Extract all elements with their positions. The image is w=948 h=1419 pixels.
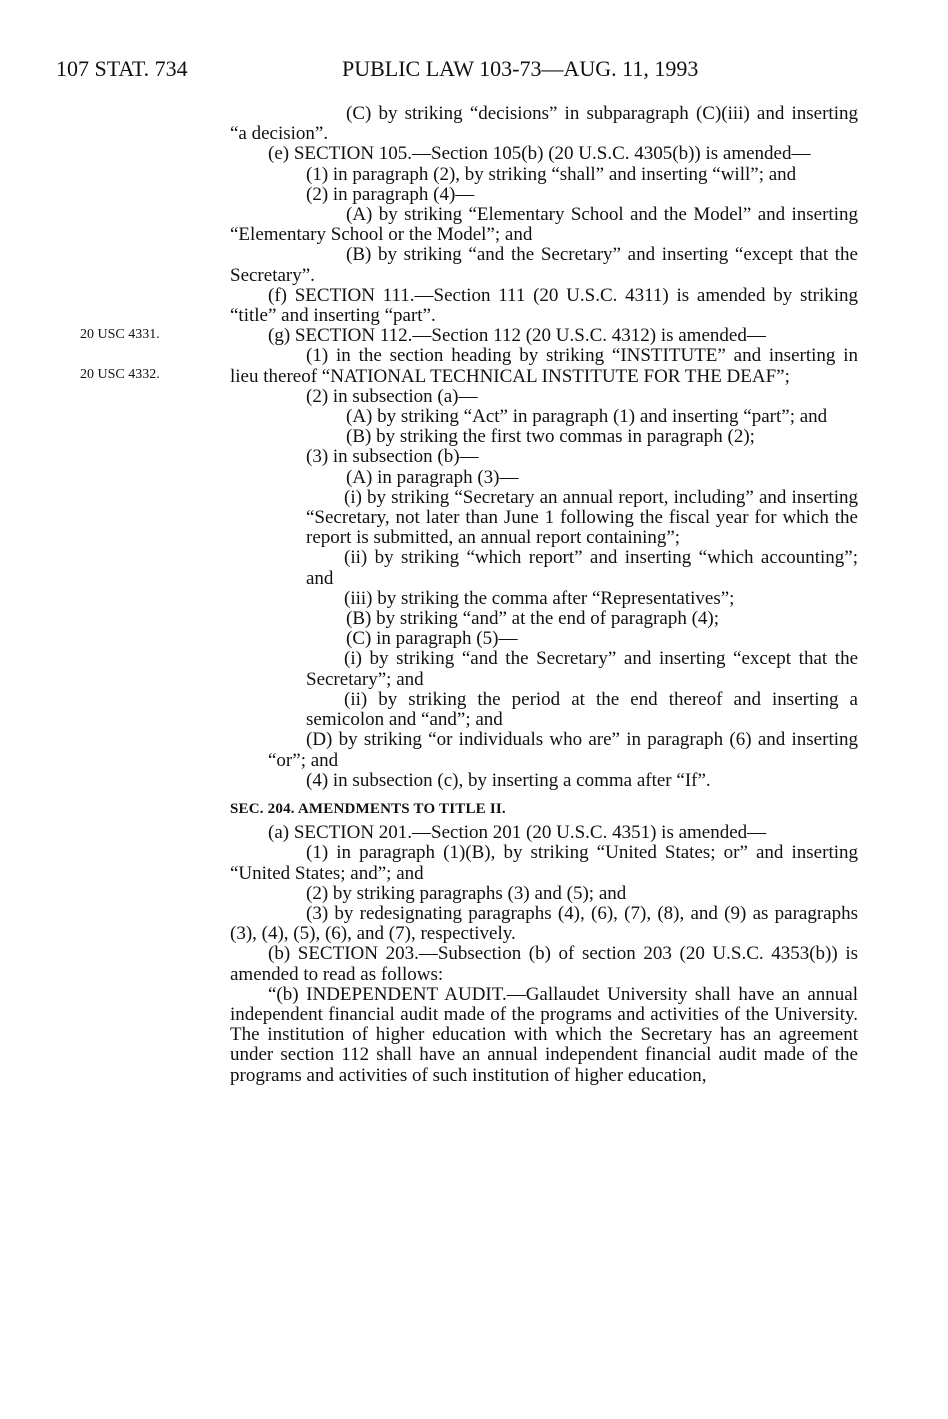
section-heading: SEC. 204. AMENDMENTS TO TITLE II.	[230, 800, 506, 817]
margin-note-4331: 20 USC 4331.	[80, 327, 160, 342]
paragraph: (C) by striking “decisions” in subparagraph (C)(iii) and inserting “a decision”.	[230, 103, 858, 145]
paragraph: (2) in subsection (a)—	[306, 385, 478, 407]
paragraph: (A) by striking “Elementary School and the Model” and inserting “Elementary School or the Model”; and	[230, 204, 858, 246]
paragraph: (A) by striking “Act” in paragraph (1) and inserting “part”; and	[346, 406, 828, 428]
paragraph: (f) SECTION 111.—Section 111 (20 U.S.C. 4311) is amended by striking “title” and inserting “part”.	[230, 284, 858, 327]
paragraph: (2) in paragraph (4)—	[306, 183, 475, 205]
paragraph: (e) SECTION 105.—Section 105(b) (20 U.S.C. 4305(b)) is amended—	[268, 143, 811, 165]
paragraph: (i) by striking “Secretary an annual report, including” and inserting “Secretary, not later than June 1 following the fiscal year for which the report is submitted, an annual report containing”;	[306, 486, 858, 549]
margin-note-4332: 20 USC 4332.	[80, 367, 160, 382]
page-header	[56, 56, 858, 86]
paragraph: (iii) by striking the comma after “Representatives”;	[344, 587, 735, 609]
statute-page-number: 107 STAT. 734	[56, 56, 188, 81]
paragraph: (B) by striking the first two commas in paragraph (2);	[346, 426, 755, 448]
paragraph: (C) in paragraph (5)—	[346, 628, 518, 650]
paragraph: (g) SECTION 112.—Section 112 (20 U.S.C. 4312) is amended—	[268, 325, 766, 347]
paragraph: (b) SECTION 203.—Subsection (b) of section 203 (20 U.S.C. 4353(b)) is amended to read as follows:	[230, 943, 858, 985]
public-law-title: PUBLIC LAW 103-73—AUG. 11, 1993	[342, 56, 699, 81]
paragraph: (4) in subsection (c), by inserting a comma after “If”.	[306, 769, 711, 791]
paragraph: (i) by striking “and the Secretary” and inserting “except that the Secretary”; and	[306, 648, 858, 690]
paragraph: (ii) by striking the period at the end thereof and inserting a semicolon and “and”; and	[306, 688, 858, 731]
paragraph: (A) in paragraph (3)—	[346, 466, 519, 488]
paragraph: (a) SECTION 201.—Section 201 (20 U.S.C. 4351) is amended—	[268, 822, 767, 844]
paragraph: “(b) INDEPENDENT AUDIT.—Gallaudet University shall have an annual independent financial audit made of the programs and activities of the University. The institution of higher education with which the Secretary has an agreement under section 112 shall have an annual independent financial audit made of the programs and activities of such institution of higher education,	[230, 983, 858, 1086]
document-body	[230, 104, 858, 1086]
paragraph: (1) in paragraph (1)(B), by striking “United States; or” and inserting “United States; and”; and	[230, 842, 858, 884]
paragraph: (3) in subsection (b)—	[306, 446, 479, 468]
paragraph: (ii) by striking “which report” and inserting “which accounting”; and	[306, 547, 858, 589]
paragraph: (D) by striking “or individuals who are” in paragraph (6) and inserting “or”; and	[268, 729, 858, 771]
paragraph: (B) by striking “and” at the end of paragraph (4);	[346, 608, 720, 630]
paragraph: (B) by striking “and the Secretary” and inserting “except that the Secretary”.	[230, 244, 858, 286]
paragraph: (1) in paragraph (2), by striking “shall” and inserting “will”; and	[306, 163, 797, 185]
paragraph: (2) by striking paragraphs (3) and (5); and	[306, 882, 627, 904]
paragraph: (3) by redesignating paragraphs (4), (6), (7), (8), and (9) as paragraphs (3), (4), (5), (6), and (7), respectively.	[230, 902, 858, 945]
paragraph: (1) in the section heading by striking “INSTITUTE” and inserting in lieu thereof “NATIONAL TECHNICAL INSTITUTE FOR THE DEAF”;	[230, 345, 858, 387]
